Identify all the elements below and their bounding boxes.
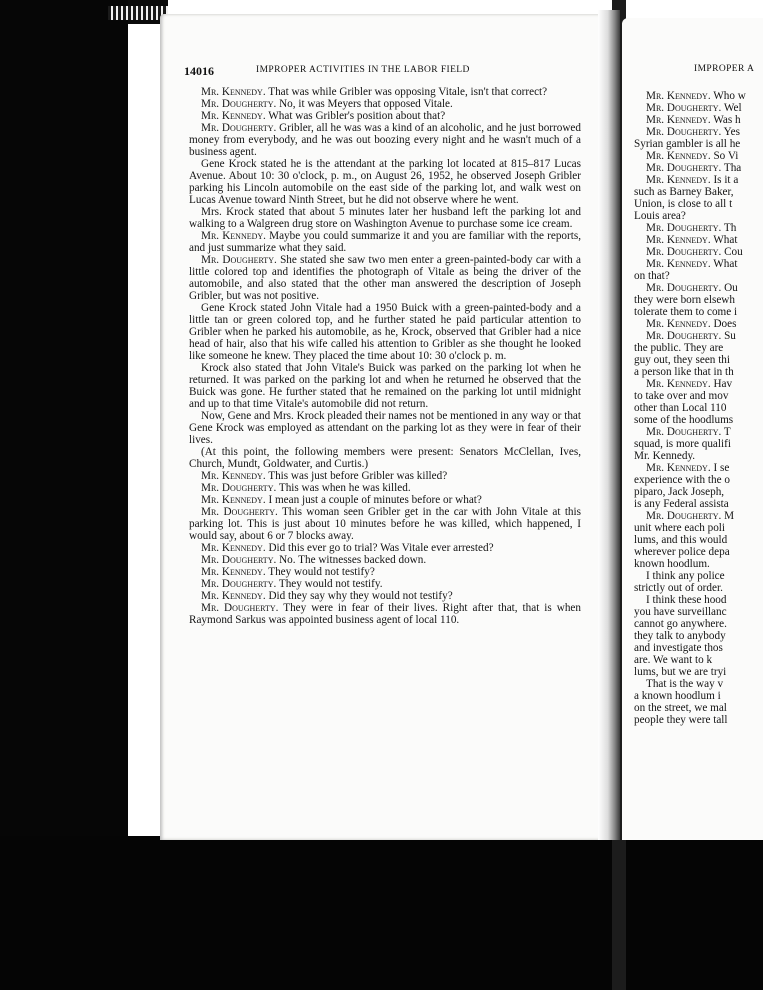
transcript-paragraph: [189, 206, 581, 230]
line-text: on the street, we mal: [634, 702, 727, 714]
line-text: I think any police: [646, 570, 725, 582]
right-page-line: [634, 90, 763, 102]
speaker-name: Mr. Dougherty.: [201, 578, 277, 590]
right-page-line: [634, 570, 763, 582]
speaker-name: Mr. Kennedy.: [646, 174, 711, 186]
paragraph-text: Krock also stated that John Vitale's Buick was parked on the parking lot when he returned. It was parked on the parking lot and when he returned he observed that the Buick was gone. He further stated that he remained on the parking lot until midnight and up to that time Vitale's automobile did not return.: [189, 362, 581, 410]
right-page-line: [634, 246, 763, 258]
right-page-line: [634, 450, 763, 462]
paragraph-text: This was just before Gribler was killed?: [265, 470, 448, 482]
speaker-name: Mr. Kennedy.: [201, 470, 266, 482]
speaker-name: Mr. Dougherty.: [201, 482, 277, 494]
right-page-line: [634, 678, 763, 690]
speaker-name: Mr. Dougherty.: [646, 126, 722, 138]
line-text: Mr. Kennedy.: [634, 450, 696, 462]
right-page-line: [634, 162, 763, 174]
right-page-line: [634, 282, 763, 294]
right-page-line: [634, 558, 763, 570]
speaker-name: Mr. Kennedy.: [646, 258, 711, 270]
speaker-name: Mr. Dougherty.: [646, 330, 722, 342]
speaker-name: Mr. Kennedy.: [201, 230, 266, 242]
right-page-line: [634, 594, 763, 606]
right-page-line: [634, 498, 763, 510]
paragraph-text: Did they say why they would not testify?: [265, 590, 453, 602]
line-text: What: [710, 258, 738, 270]
line-text: I se: [710, 462, 730, 474]
right-page-line: [634, 174, 763, 186]
line-text: to take over and mov: [634, 390, 729, 402]
gutter-shadow: [598, 10, 620, 840]
line-text: Cou: [721, 246, 743, 258]
transcript-paragraph: [189, 602, 581, 626]
paragraph-text: That was while Gribler was opposing Vitale, isn't that correct?: [265, 86, 548, 98]
line-text: Syrian gambler is all he: [634, 138, 741, 150]
line-text: Who w: [710, 90, 746, 102]
right-page-line: [634, 294, 763, 306]
line-text: wherever police depa: [634, 546, 730, 558]
paragraph-text: Maybe you could summarize it and you are familiar with the reports, and just summarize what they said.: [189, 230, 582, 254]
line-text: Hav: [710, 378, 733, 390]
paragraph-text: This was when he was killed.: [276, 482, 411, 494]
line-text: experience with the o: [634, 474, 730, 486]
right-page-line: [634, 114, 763, 126]
right-page-line: [634, 234, 763, 246]
right-page-line: [634, 354, 763, 366]
speaker-name: Mr. Dougherty.: [201, 254, 277, 266]
speaker-name: Mr. Kennedy.: [201, 566, 266, 578]
speaker-name: Mr. Dougherty.: [201, 506, 278, 518]
line-text: on that?: [634, 270, 670, 282]
line-text: Was h: [710, 114, 741, 126]
line-text: and investigate thos: [634, 642, 723, 654]
right-page-line: [634, 486, 763, 498]
line-text: What: [710, 234, 738, 246]
right-page-line: [634, 522, 763, 534]
speaker-name: Mr. Dougherty.: [201, 98, 277, 110]
line-text: strictly out of order.: [634, 582, 723, 594]
speaker-name: Mr. Dougherty.: [646, 510, 722, 522]
line-text: tolerate them to come i: [634, 306, 738, 318]
transcript-paragraph: [189, 302, 581, 362]
right-page-line: [634, 606, 763, 618]
transcript-paragraph: [189, 110, 581, 122]
right-page: [622, 18, 763, 840]
right-page-line: [634, 642, 763, 654]
right-page-line: [634, 630, 763, 642]
transcript-paragraph: [189, 470, 581, 482]
transcript-paragraph: [189, 254, 581, 302]
line-text: lums, but we are tryi: [634, 666, 727, 678]
speaker-name: Mr. Kennedy.: [646, 462, 711, 474]
transcript-paragraph: [189, 590, 581, 602]
transcript-paragraph: [189, 482, 581, 494]
scan-edge-mark: [108, 6, 168, 20]
paragraph-text: They were in fear of their lives. Right after that, that is when Raymond Sarkus was appointed business agent of local 110.: [189, 602, 581, 626]
speaker-name: Mr. Kennedy.: [646, 114, 711, 126]
line-text: T: [721, 426, 731, 438]
line-text: Louis area?: [634, 210, 686, 222]
paragraph-text: I mean just a couple of minutes before or what?: [265, 494, 482, 506]
speaker-name: Mr. Dougherty.: [646, 282, 722, 294]
right-page-line: [634, 270, 763, 282]
speaker-name: Mr. Kennedy.: [201, 110, 266, 122]
line-text: people they were tall: [634, 714, 728, 726]
right-page-line: [634, 150, 763, 162]
right-page-line: [634, 366, 763, 378]
paragraph-text: (At this point, the following members were present: Senators McClellan, Ives, Church, Mundt, Goldwater, and Curtis.): [189, 446, 581, 470]
speaker-name: Mr. Kennedy.: [646, 90, 711, 102]
line-text: So Vi: [710, 150, 739, 162]
speaker-name: Mr. Kennedy.: [201, 86, 266, 98]
line-text: Tha: [721, 162, 742, 174]
speaker-name: Mr. Dougherty.: [201, 554, 277, 566]
right-page-line: [634, 714, 763, 726]
right-page-line: [634, 582, 763, 594]
right-page-line: [634, 414, 763, 426]
speaker-name: Mr. Dougherty.: [646, 102, 722, 114]
line-text: guy out, they seen thi: [634, 354, 731, 366]
line-text: M: [721, 510, 735, 522]
transcript-paragraph: [189, 446, 581, 470]
paragraph-text: No. The witnesses backed down.: [276, 554, 427, 566]
line-text: such as Barney Baker,: [634, 186, 734, 198]
line-text: Is it a: [710, 174, 739, 186]
line-text: cannot go anywhere.: [634, 618, 727, 630]
line-text: some of the hoodlums: [634, 414, 734, 426]
speaker-name: Mr. Dougherty.: [201, 122, 277, 134]
transcript-paragraph: [189, 410, 581, 446]
running-title: IMPROPER ACTIVITIES IN THE LABOR FIELD: [256, 65, 470, 75]
line-text: other than Local 110: [634, 402, 727, 414]
line-text: Wel: [721, 102, 742, 114]
transcript-paragraph: [189, 230, 581, 254]
right-page-line: [634, 378, 763, 390]
right-page-line: [634, 210, 763, 222]
transcript-paragraph: [189, 494, 581, 506]
speaker-name: Mr. Kennedy.: [646, 234, 711, 246]
transcript-paragraph: [189, 566, 581, 578]
right-page-line: [634, 546, 763, 558]
transcript-paragraph: [189, 362, 581, 410]
line-text: they were born elsewh: [634, 294, 735, 306]
right-page-line: [634, 702, 763, 714]
transcript-paragraph: [189, 122, 581, 158]
right-page-line: [634, 690, 763, 702]
right-page-line: [634, 258, 763, 270]
right-page-line: [634, 138, 763, 150]
line-text: are. We want to k: [634, 654, 713, 666]
right-page-text: [634, 90, 763, 726]
transcript-paragraph: [189, 578, 581, 590]
paragraph-text: No, it was Meyers that opposed Vitale.: [276, 98, 453, 110]
line-text: piparo, Jack Joseph,: [634, 486, 725, 498]
paragraph-text: Gene Krock stated he is the attendant at the parking lot located at 815–817 Lucas Avenue. About 10: 30 o'clock, p. m., on August 26, 1952, he observed Joseph Gribler parking his Lincoln automobile on the east side of the parking lot, and walk west on Lucas Avenue toward Ninth Street, but he did not observe where he went.: [189, 158, 581, 206]
speaker-name: Mr. Dougherty.: [646, 222, 722, 234]
scan-background-bottom: [0, 836, 763, 990]
transcript-paragraph: [189, 542, 581, 554]
right-page-line: [634, 102, 763, 114]
paragraph-text: She stated she saw two men enter a green-painted-body car with a little colored top and identifies the photograph of Vitale as being the driver of the automobile, and also stated that the other man answered the description of Joseph Gribler, but was not positive.: [189, 254, 581, 302]
right-page-line: [634, 474, 763, 486]
right-page-line: [634, 342, 763, 354]
speaker-name: Mr. Kennedy.: [646, 150, 711, 162]
line-text: squad, is more qualifi: [634, 438, 731, 450]
paragraph-text: Did this ever go to trial? Was Vitale ever arrested?: [265, 542, 494, 554]
transcript-paragraph: [189, 554, 581, 566]
right-page-line: [634, 306, 763, 318]
right-page-line: [634, 666, 763, 678]
line-text: That is the way v: [646, 678, 724, 690]
line-text: I think these hood: [646, 594, 727, 606]
speaker-name: Mr. Kennedy.: [201, 590, 266, 602]
line-text: Union, is close to all t: [634, 198, 733, 210]
hearing-transcript-text: [189, 86, 581, 626]
speaker-name: Mr. Kennedy.: [201, 542, 266, 554]
transcript-paragraph: [189, 98, 581, 110]
right-page-line: [634, 534, 763, 546]
line-text: a known hoodlum i: [634, 690, 721, 702]
speaker-name: Mr. Dougherty.: [201, 602, 279, 614]
speaker-name: Mr. Dougherty.: [646, 426, 722, 438]
speaker-name: Mr. Kennedy.: [201, 494, 266, 506]
paragraph-text: Now, Gene and Mrs. Krock pleaded their names not be mentioned in any way or that Gene Krock was employed as attendant on the parking lot as they were in fear of their lives.: [189, 410, 581, 446]
speaker-name: Mr. Kennedy.: [646, 318, 711, 330]
speaker-name: Mr. Dougherty.: [646, 162, 722, 174]
right-page-line: [634, 510, 763, 522]
right-page-line: [634, 318, 763, 330]
paragraph-text: They would not testify.: [276, 578, 383, 590]
paragraph-text: Gene Krock stated John Vitale had a 1950 Buick with a green-painted-body and a little tan or green colored top, and he further stated he paid particular attention to Gribler when he parked his automobile, as he, Krock, observed that Gribler had a nice head of hair, also that his wife called his attention to Gribler as she thought he looked like someone he knew. They placed the time about 10: 30 o'clock p. m.: [189, 302, 581, 362]
speaker-name: Mr. Dougherty.: [646, 246, 722, 258]
left-page: [160, 14, 608, 840]
right-page-line: [634, 222, 763, 234]
line-text: known hoodlum.: [634, 558, 710, 570]
right-page-line: [634, 402, 763, 414]
right-page-line: [634, 126, 763, 138]
paragraph-text: They would not testify?: [265, 566, 375, 578]
paragraph-text: Mrs. Krock stated that about 5 minutes later her husband left the parking lot and walking to a Walgreen drug store on Washington Avenue to purchase some ice cream.: [189, 206, 581, 230]
right-page-line: [634, 390, 763, 402]
line-text: Does: [710, 318, 737, 330]
right-page-line: [634, 618, 763, 630]
transcript-paragraph: [189, 86, 581, 98]
line-text: you have surveillanc: [634, 606, 727, 618]
speaker-name: Mr. Kennedy.: [646, 378, 711, 390]
right-page-line: [634, 654, 763, 666]
page-number: 14016: [184, 64, 214, 78]
right-page-line: [634, 462, 763, 474]
transcript-paragraph: [189, 506, 581, 542]
line-text: Yes: [721, 126, 740, 138]
right-page-line: [634, 198, 763, 210]
line-text: Ou: [721, 282, 738, 294]
line-text: unit where each poli: [634, 522, 726, 534]
right-page-line: [634, 330, 763, 342]
paragraph-text: Gribler, all he was was a kind of an alcoholic, and he just borrowed money from everybody, and he was out boozing every night and he wasn't much of a business agent.: [189, 122, 581, 158]
right-page-line: [634, 426, 763, 438]
paragraph-text: This woman seen Gribler get in the car with John Vitale at this parking lot. This is just about 10 minutes before he was killed, which happened, I would say, about 6 or 7 blocks away.: [189, 506, 581, 542]
line-text: they talk to anybody: [634, 630, 726, 642]
line-text: lums, and this would: [634, 534, 728, 546]
line-text: the public. They are: [634, 342, 724, 354]
transcript-paragraph: [189, 158, 581, 206]
line-text: is any Federal assista: [634, 498, 729, 510]
right-page-line: [634, 186, 763, 198]
paragraph-text: What was Gribler's position about that?: [265, 110, 446, 122]
right-page-line: [634, 438, 763, 450]
line-text: Su: [721, 330, 736, 342]
line-text: Th: [721, 222, 737, 234]
line-text: a person like that in th: [634, 366, 734, 378]
right-running-title: IMPROPER A: [694, 64, 755, 74]
running-head: [184, 64, 598, 78]
